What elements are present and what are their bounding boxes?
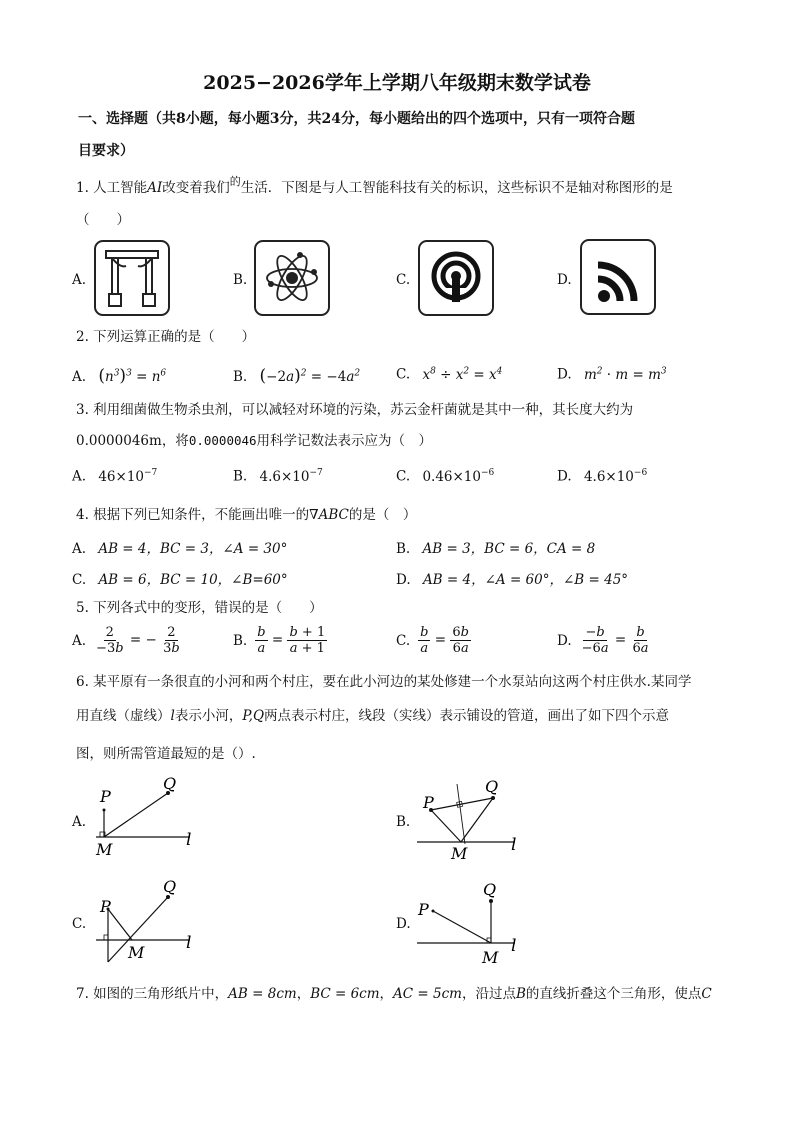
q7-ac: AC = 5cm [393,986,462,1002]
q6-d-p-label: P [418,900,429,919]
q5-option-c-expr: $\frac{b}{a}$ = $\frac{6b}{6a}$ [420,625,469,656]
q4-option-a [72,537,287,557]
q7-text-a: 7. 如图的三角形纸片中， [76,986,229,1002]
q6-c-m-label: M [128,943,145,962]
q3-option-b-exp: −7 [309,468,323,478]
q4-option-c [72,568,288,588]
q6-text-b: 表示小河， [174,708,243,724]
q4-option-d-text: AB = 4，∠A = 60°，∠B = 45° [422,572,629,588]
q6-line3: 图，则所需管道最短的是（）. [76,746,256,762]
q3-text-d: 用科学记数法表示应为（ ） [256,433,433,449]
q5-option-a [72,625,182,656]
q3-option-c-base: 0.46×10 [422,468,481,485]
q1-option-b-label: B. [233,272,248,288]
q3-option-b-label: B. [233,468,248,485]
q6-a-m-label: M [96,840,113,859]
section-header-line1: 一、选择题（共8小题，每小题3分，共24分，每小题给出的四个选项中，只有一项符合题 [78,111,635,127]
q4-option-c-text: AB = 6，BC = 10，∠B=60° [98,572,288,588]
q4-option-b-label: B. [396,541,411,557]
q6-option-a-label: A. [72,814,87,830]
q2-stem: 2. 下列运算正确的是（ ） [76,329,256,345]
q5-option-a-expr: $\frac{2}{-3b}$ = − $\frac{2}{3b}$ [96,625,180,656]
q1-option-c-label: C. [396,272,411,288]
q3-option-d-base: 4.6×10 [583,468,634,485]
q4-text-a: 4. 根据下列已知条件，不能画出唯一的 [76,507,310,523]
q5-option-d [557,625,651,656]
table-icon [94,240,170,316]
q6-text-c: 两点表示村庄，线段（实线）表示铺设的管道，画出了如下四个示意 [264,708,670,724]
q4-option-b-text: AB = 3，BC = 6，CA = 8 [422,541,596,557]
q3-option-c-exp: −6 [481,468,495,478]
q2-option-a-label: A. [72,369,87,385]
q5-stem: 5. 下列各式中的变形，错误的是（ ） [76,600,323,616]
q6-a-q-label: Q [163,775,177,793]
q4-option-c-label: C. [72,572,87,588]
signal-tower-icon [418,240,494,316]
q6-c-p-label: P [100,897,111,916]
section-header-line2: 目要求） [78,143,134,159]
q4-option-b [396,537,595,557]
q1-blank: （ ） [76,212,130,228]
q3-line1: 3. 利用细菌做生物杀虫剂，可以减轻对环境的污染，苏云金杆菌就是其中一种，其长度大约为 [76,402,634,418]
q5-option-a-label: A. [72,632,87,649]
q5-option-d-expr: $\frac{-b}{-6a}$ = $\frac{b}{6a}$ [581,625,649,656]
q1-text-c: 生活．下图是与人工智能科技有关的标识，这些标识不是轴对称图形的是 [240,180,673,196]
q2-option-b [233,366,360,386]
q6-d-q-label: Q [483,880,497,899]
q5-option-b [233,625,327,656]
q6-line1: 6. 某平原有一条很直的小河和两个村庄，要在此小河边的某处修建一个水泵站向这两个村庄供水.某同学 [76,674,692,690]
q3-option-c-label: C. [396,468,411,485]
q6-diagram-d [415,875,535,970]
q2-option-c-expr: $x^8 \div x^2 = x^4$ [422,366,503,383]
q5-option-c-label: C. [396,632,411,649]
q6-a-l-label: l [186,830,192,850]
q6-river-l: l [170,708,175,724]
q6-option-c-label: C. [72,916,87,932]
q3-option-a-exp: −7 [144,468,158,478]
q7-sep1: ， [296,986,311,1002]
q6-option-d-label: D. [396,916,411,932]
q2-option-a-expr: $(n^3)^3 = n^6$ [98,366,167,386]
q4-option-d-label: D. [396,572,411,588]
q3-option-a [72,468,157,485]
q7-ab: AB = 8cm [228,986,297,1002]
q6-points-pq: P,Q [242,708,265,724]
q1-text-b: 改变着我们 [162,180,230,196]
q6-d-l-label: l [511,936,517,956]
q5-option-b-expr: $\frac{b}{a}$ = $\frac{b + 1}{a + 1}$ [257,625,326,656]
q6-c-q-label: Q [163,877,177,896]
q5-option-d-label: D. [557,632,572,649]
q7-point-c: C [701,986,712,1002]
q3-number: 0.0000046 [188,433,257,448]
q3-option-b-base: 4.6×10 [259,468,310,485]
q3-option-d [557,468,647,485]
q6-option-b-label: B. [396,814,411,830]
q4-option-d [396,568,628,588]
q2-option-d-expr: $m^2 \cdot m = m^3$ [583,366,667,383]
q6-text-a: 用直线（虚线） [76,708,171,724]
q3-option-d-label: D. [557,468,572,485]
q3-text-b: ，将 [161,433,189,449]
q6-diagram-c [90,875,210,970]
q1-option-a-label: A. [72,272,87,288]
q1-option-d-label: D. [557,272,572,288]
q2-option-b-label: B. [233,369,248,385]
q6-line2 [76,706,669,726]
q7-text-c: 的直线折叠这个三角形，使点 [525,986,702,1002]
atom-icon [254,240,330,316]
q2-option-a [72,366,166,386]
q2-option-d-label: D. [557,366,572,383]
q6-c-l-label: l [186,933,192,953]
q2-option-c [396,366,502,383]
q3-option-b [233,468,323,485]
q2-option-c-label: C. [396,366,411,383]
q6-b-p-label: P [423,793,434,812]
q4-text-b: 的是（ ） [348,507,417,523]
q7-bc: BC = 6cm [310,986,380,1002]
q1-stem [76,175,673,199]
page-title: 2025−2026学年上学期八年级期末数学试卷 [203,72,591,94]
q5-option-c [396,625,471,656]
q4-option-a-text: AB = 4，BC = 3，∠A = 30° [98,541,288,557]
q7-sep2: ， [379,986,394,1002]
q3-option-a-label: A. [72,468,87,485]
q3-length: 0.0000046m [76,433,162,449]
q2-option-b-expr: $(-2a)^2 = -4a^2$ [259,366,361,386]
q3-option-d-exp: −6 [633,468,648,478]
q1-text-de: 的 [229,175,241,188]
q6-b-l-label: l [511,835,517,855]
q6-a-p-label: P [100,787,111,806]
rss-feed-icon [580,239,656,315]
q6-b-m-label: M [451,844,468,863]
q4-triangle: ∇ABC [309,507,349,523]
q3-option-a-base: 46×10 [98,468,145,485]
q5-option-b-label: B. [233,632,248,649]
q6-d-m-label: M [482,948,499,967]
q4-stem [76,505,416,525]
q6-diagram-a [90,775,210,860]
q4-option-a-label: A. [72,541,87,557]
q7-text-b: ，沿过点 [461,986,516,1002]
q3-option-c [396,468,494,485]
q1-text-a: 1. 人工智能 [76,180,148,196]
q2-option-d [557,366,667,383]
q6-diagram-b [415,772,535,864]
q1-ai: AI [147,180,163,196]
q3-line2 [76,431,432,451]
q7-stem [76,984,712,1004]
q6-b-q-label: Q [485,777,499,796]
q7-point-b: B [515,986,526,1002]
